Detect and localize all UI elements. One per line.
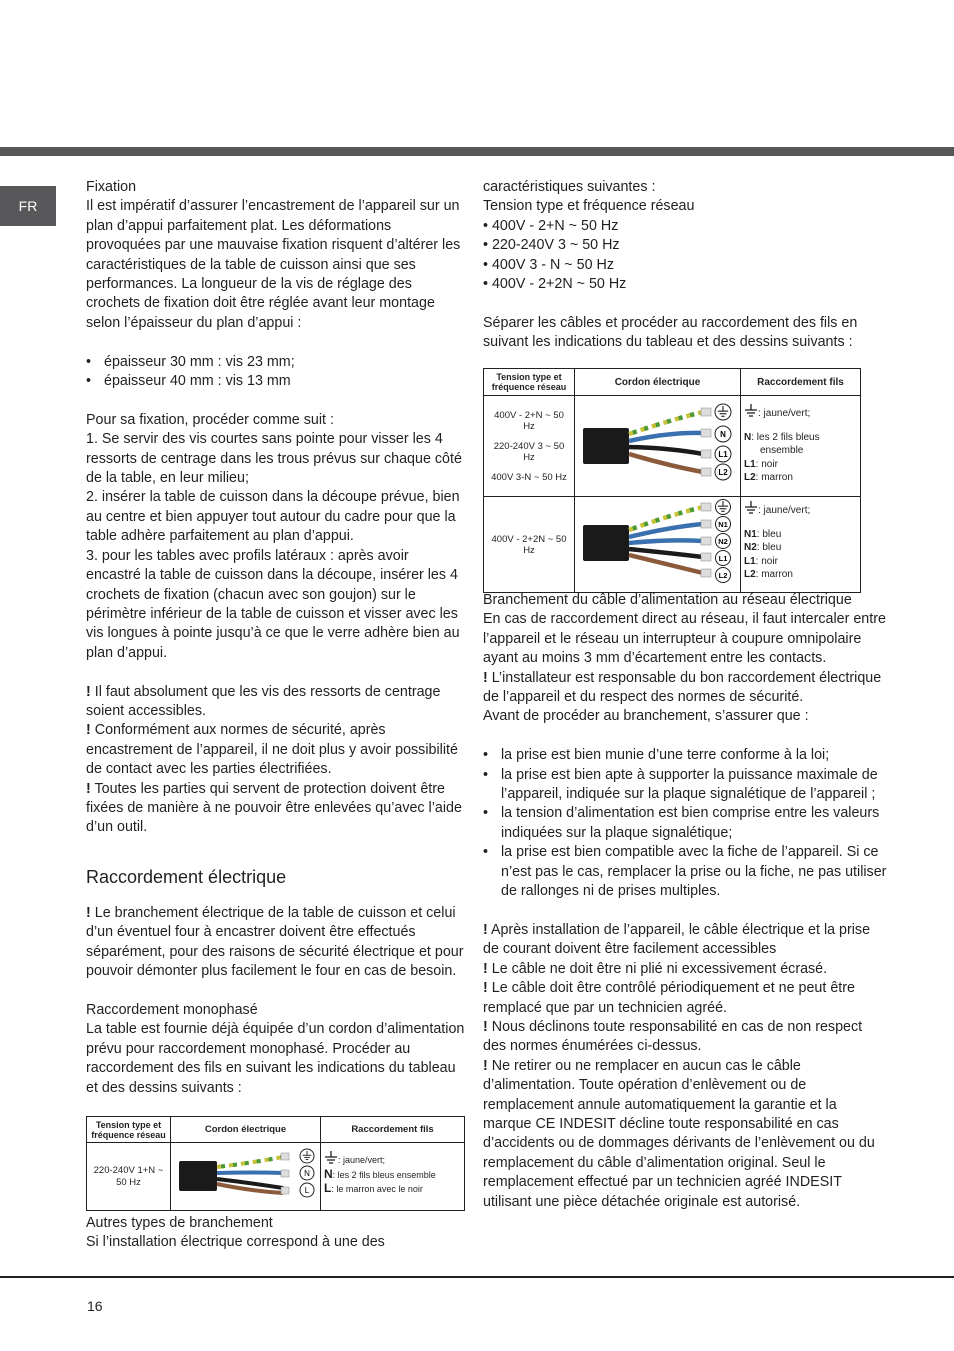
terminal-label: L2 [718, 571, 728, 580]
warning: ! Le câble ne doit être ni plié ni excessivement écrasé. [483, 960, 828, 977]
header-voltage: Tension type et fréquence réseau [87, 1117, 171, 1143]
header-bar [0, 147, 954, 156]
wire-brown [629, 454, 703, 472]
terminal-label: L [304, 1186, 310, 1195]
separate-paragraph: Séparer les câbles et procéder au raccordement des fils en suivant les indications du tableau et des dessins suivants : [483, 314, 858, 351]
wire-blue [217, 1173, 283, 1174]
terminal-label: N2 [718, 537, 728, 546]
wire-blue [629, 433, 703, 441]
wire-yellow-green [217, 1157, 283, 1167]
right-column-lower [483, 591, 887, 1212]
warning: ! Le câble doit être contrôlé périodiquement et ne peut être remplacé que par un technicien agréé. [483, 980, 855, 1016]
exclamation-icon: ! [483, 669, 488, 686]
left-column-lower [86, 866, 466, 1098]
warning: ! Il faut absolument que les vis des ressorts de centrage soient accessibles. [86, 683, 441, 719]
list-item: • la prise est bien munie d’une terre conforme à la loi; [483, 746, 887, 765]
tension-title: Tension type et fréquence réseau [483, 198, 695, 215]
left-column [86, 178, 466, 838]
warning: ! Conformément aux normes de sécurité, après encastrement de l’appareil, il ne doit plus y avoir possibilité de contact avec les parties électrifiées. [86, 722, 458, 778]
warning: ! Ne retirer ou ne remplacer en aucun cas le câble d’alimentation. Toute opération d’enlèvement ou de remplacement annule automatiquement la garantie et la marque CE INDESIT décline toute responsabilité en cas d’accidents ou de dommages dérivants de l’enlèvement ou du remplacement du câble d’alimentation original. Seul le remplacement effectué par un technicien agréé INDESIT utilisant une pièce détachée originale est autorisé. [483, 1057, 875, 1210]
wire-blue [629, 524, 703, 537]
wire-green-stripe [217, 1157, 283, 1167]
exclamation-icon: ! [483, 1018, 488, 1035]
voltage-item: • 400V 3 - N ~ 50 Hz [483, 256, 614, 273]
ground-icon [744, 404, 758, 418]
terminal-label: L2 [718, 468, 728, 477]
voltage-item: • 400V - 2+2N ~ 50 Hz [483, 276, 627, 293]
header-cord: Cordon électrique [575, 369, 741, 396]
cable-sheath [583, 525, 629, 561]
terminal-label: N [304, 1169, 310, 1178]
voltage-cell: 400V - 2+2N ~ 50 Hz [484, 497, 575, 593]
exclamation-icon: ! [483, 921, 488, 938]
fixation-title: Fixation [86, 179, 137, 195]
connection-legend: : jaune/vert; N: les 2 fils bleus ensemble L1: noir L2: marron [741, 396, 861, 497]
connection-legend: : jaune/vert; N1: bleu N2: bleu L1: noir L2: marron [741, 497, 861, 593]
exclamation-icon: ! [483, 1057, 488, 1074]
mono-paragraph: La table est fournie déjà équipée d’un cordon d’alimentation prévu pour raccordement monophasé. Procéder au raccordement des fils en suivant les indications du tableau et des dessins suivants : [86, 1021, 465, 1096]
step-3: 3. pour les tables avec profils latéraux : après avoir encastré la table de cuisson dans la découpe, insérer les 4 crochets de fixation (chacun avec son goujon) sur le périmètre inférieur de la table de cuisson et visser avec les vis longues à pointe jusqu’à ce que le verre adhère bien au plan d’appui. [86, 547, 460, 661]
other-paragraph: Si l’installation électrique correspond à une des [86, 1234, 385, 1251]
cable-sheath [179, 1161, 217, 1191]
mono-wiring-table [86, 1116, 465, 1211]
exclamation-icon: ! [86, 683, 91, 700]
connection-legend: : jaune/vert; N: les 2 fils bleus ensemble L: le marron avec le noir [321, 1143, 465, 1211]
voltage-item: • 400V - 2+N ~ 50 Hz [483, 217, 619, 234]
footer-rule [0, 1276, 954, 1278]
wiring-table [483, 368, 861, 593]
terminal-label: L1 [718, 554, 728, 563]
exclamation-icon: ! [86, 780, 91, 797]
cord-drawing [575, 396, 741, 497]
cable-sheath [583, 428, 629, 464]
terminal-label: N [720, 430, 726, 439]
exclamation-icon: ! [86, 722, 91, 739]
exclamation-icon: ! [86, 905, 91, 921]
voltage-item: • 220-240V 3 ~ 50 Hz [483, 237, 620, 254]
ground-icon [324, 1151, 338, 1165]
warning: ! Nous déclinons toute responsabilité en cas de non respect des normes énumérées ci-dessus. [483, 1018, 863, 1055]
branch-paragraph: En cas de raccordement direct au réseau, il faut intercaler entre l’appareil et le réseau un interrupteur à coupure omnipolaire ayant au moins 3 mm d’écartement entre les contacts. [483, 611, 886, 667]
language-tab: FR [0, 186, 56, 226]
wire-black [629, 447, 703, 454]
warning: ! Toutes les parties qui servent de protection doivent être fixées de manière à ne pouvoir être enlevées qu’avec l’aide d’un outil. [86, 780, 462, 836]
list-item: • la tension d’alimentation est bien comprise entre les valeurs indiquées sur la plaque signalétique; [483, 804, 887, 843]
right-column [483, 178, 885, 353]
section-title: Raccordement électrique [86, 867, 287, 887]
terminal-label: L1 [718, 450, 728, 459]
warning: ! Après installation de l’appareil, le câble électrique et la prise de courant doivent être facilement accessibles [483, 921, 871, 958]
continued-text: caractéristiques suivantes : [483, 179, 656, 195]
terminal-label: N1 [718, 520, 728, 529]
warning: ! Le branchement électrique de la table de cuisson et celui d’un éventuel four à encastrer doivent être effectués séparément, pour des raisons de sécurité électrique et pour pouvoir démonter plus facilement le four en cas de besoin. [86, 905, 464, 980]
before-text: Avant de procéder au branchement, s’assurer que : [483, 708, 809, 725]
list-item: • épaisseur 30 mm : vis 23 mm; [86, 353, 466, 372]
cord-drawing [171, 1143, 321, 1211]
mono-title: Raccordement monophasé [86, 1002, 258, 1019]
cord-drawing [575, 497, 741, 593]
list-item: • la prise est bien compatible avec la fiche de l’appareil. Si ce n’est pas le cas, remplacer la prise ou la fiche, ne pas utiliser de rallonges ni de prises multiples. [483, 843, 887, 901]
exclamation-icon: ! [483, 980, 488, 997]
header-cord: Cordon électrique [171, 1117, 321, 1143]
header-connection: Raccordement fils [321, 1117, 465, 1143]
list-item: • épaisseur 40 mm : vis 13 mm [86, 372, 466, 391]
voltage-cell: 220-240V 1+N ~ 50 Hz [87, 1143, 171, 1211]
header-voltage: Tension type et fréquence réseau [484, 369, 575, 396]
exclamation-icon: ! [483, 960, 488, 977]
procedure-intro: Pour sa fixation, procéder comme suit : [86, 411, 334, 428]
left-column-bottom [86, 1214, 466, 1253]
wire-blue [629, 540, 703, 543]
other-title: Autres types de branchement [86, 1215, 273, 1231]
step-1: 1. Se servir des vis courtes sans pointe pour visser les 4 ressorts de centrage dans les trous prévus sur chaque côté de la table, en leur milieu; [86, 431, 462, 487]
voltage-cell: 400V - 2+N ~ 50 Hz 220-240V 3 ~ 50 Hz 400V 3-N ~ 50 Hz [484, 396, 575, 497]
warning: ! L’installateur est responsable du bon raccordement électrique de l’appareil et du respect des normes de sécurité. [483, 669, 882, 706]
page-number: 16 [87, 1298, 103, 1314]
list-item: • la prise est bien apte à supporter la puissance maximale de l’appareil, indiquée sur la plaque signalétique de l’appareil ; [483, 766, 887, 805]
step-2: 2. insérer la table de cuisson dans la découpe prévue, bien au centre et bien appuyer tout autour du cadre pour que la table adhère parfaitement au plan d’appui. [86, 489, 460, 545]
header-connection: Raccordement fils [741, 369, 861, 396]
fixation-paragraph: Il est impératif d’assurer l’encastrement de l’appareil sur un plan d’appui parfaitement plat. Les déformations provoquées par une mauvaise fixation risquent d’altérer les caractéristiques de la table de cuisson ainsi que ses performances. La longueur de la vis de réglage des crochets de fixation doit être réglée avant leur montage selon l’épaisseur du plan d’appui : [86, 198, 461, 331]
branch-title: Branchement du câble d’alimentation au réseau électrique [483, 592, 852, 608]
ground-icon [744, 501, 758, 515]
